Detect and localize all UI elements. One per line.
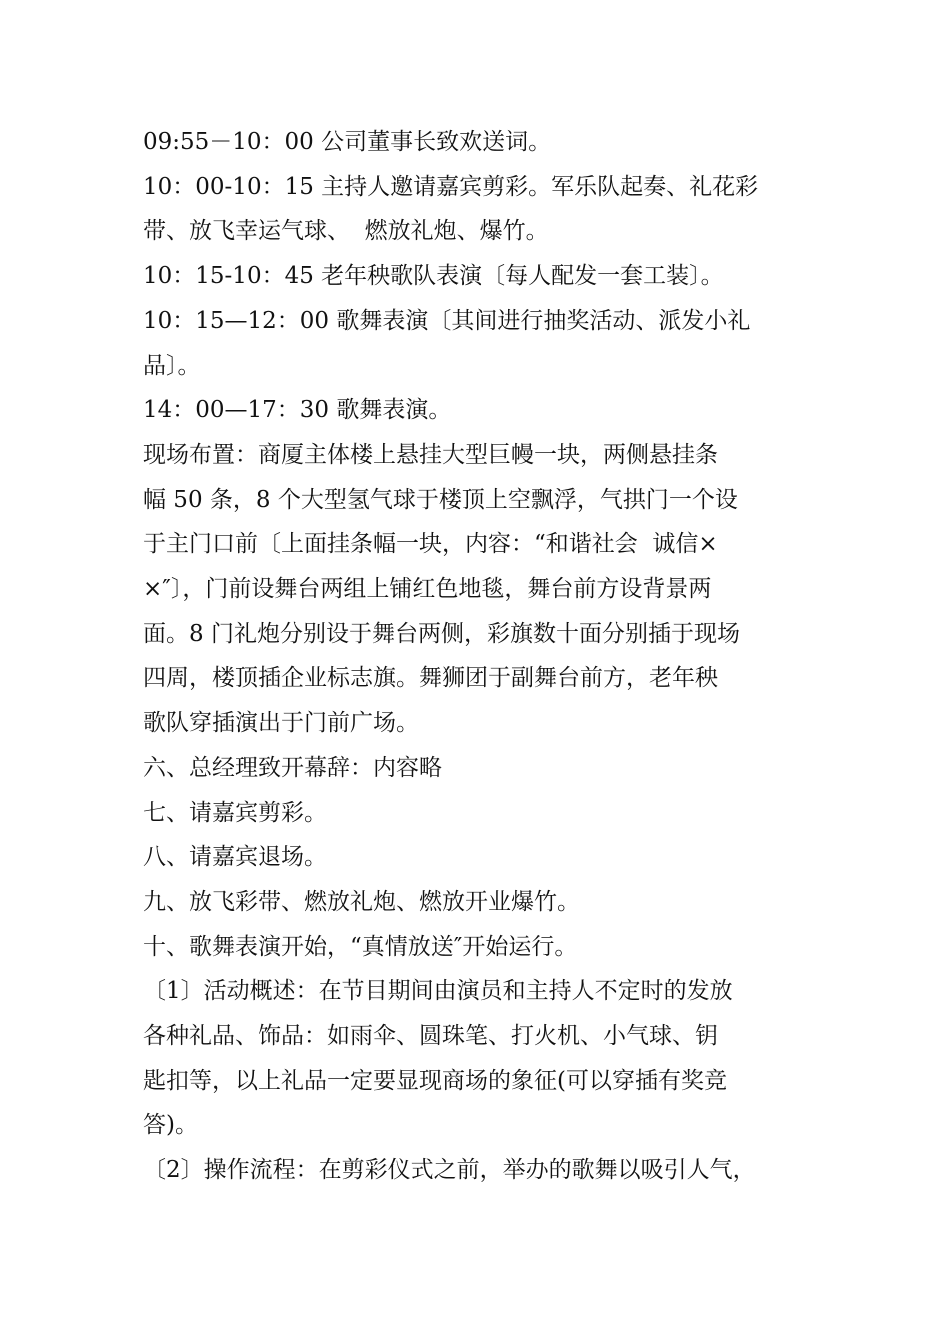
operation-process-line: 〔2〕操作流程：在剪彩仪式之前，举办的歌舞以吸引人气， — [143, 1157, 756, 1184]
activity-overview-line: 答)。 — [143, 1112, 198, 1139]
activity-overview-line: 〔1〕活动概述：在节目期间由演员和主持人不定时的发放 — [143, 978, 733, 1005]
schedule-line-ribbon-cutting: 10：00-10：15 主持人邀请嘉宾剪彩。军乐队起奏、礼花彩 — [143, 173, 759, 200]
section-nine: 九、放飞彩带、燃放礼炮、燃放开业爆竹。 — [143, 888, 580, 915]
schedule-line-song-dance: 10：15—12：00 歌舞表演〔其间进行抽奖活动、派发小礼 — [143, 307, 751, 334]
section-six: 六、总经理致开幕辞：内容略 — [143, 754, 442, 781]
venue-layout-line: 面。8 门礼炮分别设于舞台两侧，彩旗数十面分别插于现场 — [143, 620, 740, 647]
document-body — [143, 120, 811, 1193]
venue-layout-line: 于主门口前〔上面挂条幅一块，内容：“和谐社会 诚信× — [143, 531, 718, 558]
schedule-line-ribbon-cutting-cont: 带、放飞幸运气球、 燃放礼炮、爆竹。 — [143, 218, 549, 245]
venue-layout-line: 现场布置：商厦主体楼上悬挂大型巨幔一块，两侧悬挂条 — [143, 441, 718, 468]
schedule-line-yangge: 10：15-10：45 老年秧歌队表演〔每人配发一套工装〕。 — [143, 263, 724, 290]
activity-overview-line: 匙扣等，以上礼品一定要显现商场的象征(可以穿插有奖竞 — [143, 1067, 727, 1094]
venue-layout-line: 歌队穿插演出于门前广场。 — [143, 710, 419, 737]
schedule-line-afternoon: 14：00—17：30 歌舞表演。 — [143, 397, 452, 424]
venue-layout-line: ×″〕，门前设舞台两组上铺红色地毯，舞台前方设背景两 — [143, 576, 712, 603]
schedule-line-song-dance-cont: 品〕。 — [143, 352, 201, 379]
venue-layout-line: 幅 50 条，8 个大型氢气球于楼顶上空飘浮，气拱门一个设 — [143, 486, 738, 513]
schedule-line-closing-speech: 09:55－10：00 公司董事长致欢送词。 — [143, 129, 552, 155]
section-seven: 七、请嘉宾剪彩。 — [143, 799, 327, 826]
activity-overview-line: 各种礼品、饰品：如雨伞、圆珠笔、打火机、小气球、钥 — [143, 1023, 718, 1050]
section-ten: 十、歌舞表演开始，“真情放送″开始运行。 — [143, 933, 578, 960]
venue-layout-line: 四周，楼顶插企业标志旗。舞狮团于副舞台前方，老年秧 — [143, 665, 718, 692]
section-eight: 八、请嘉宾退场。 — [143, 844, 327, 871]
